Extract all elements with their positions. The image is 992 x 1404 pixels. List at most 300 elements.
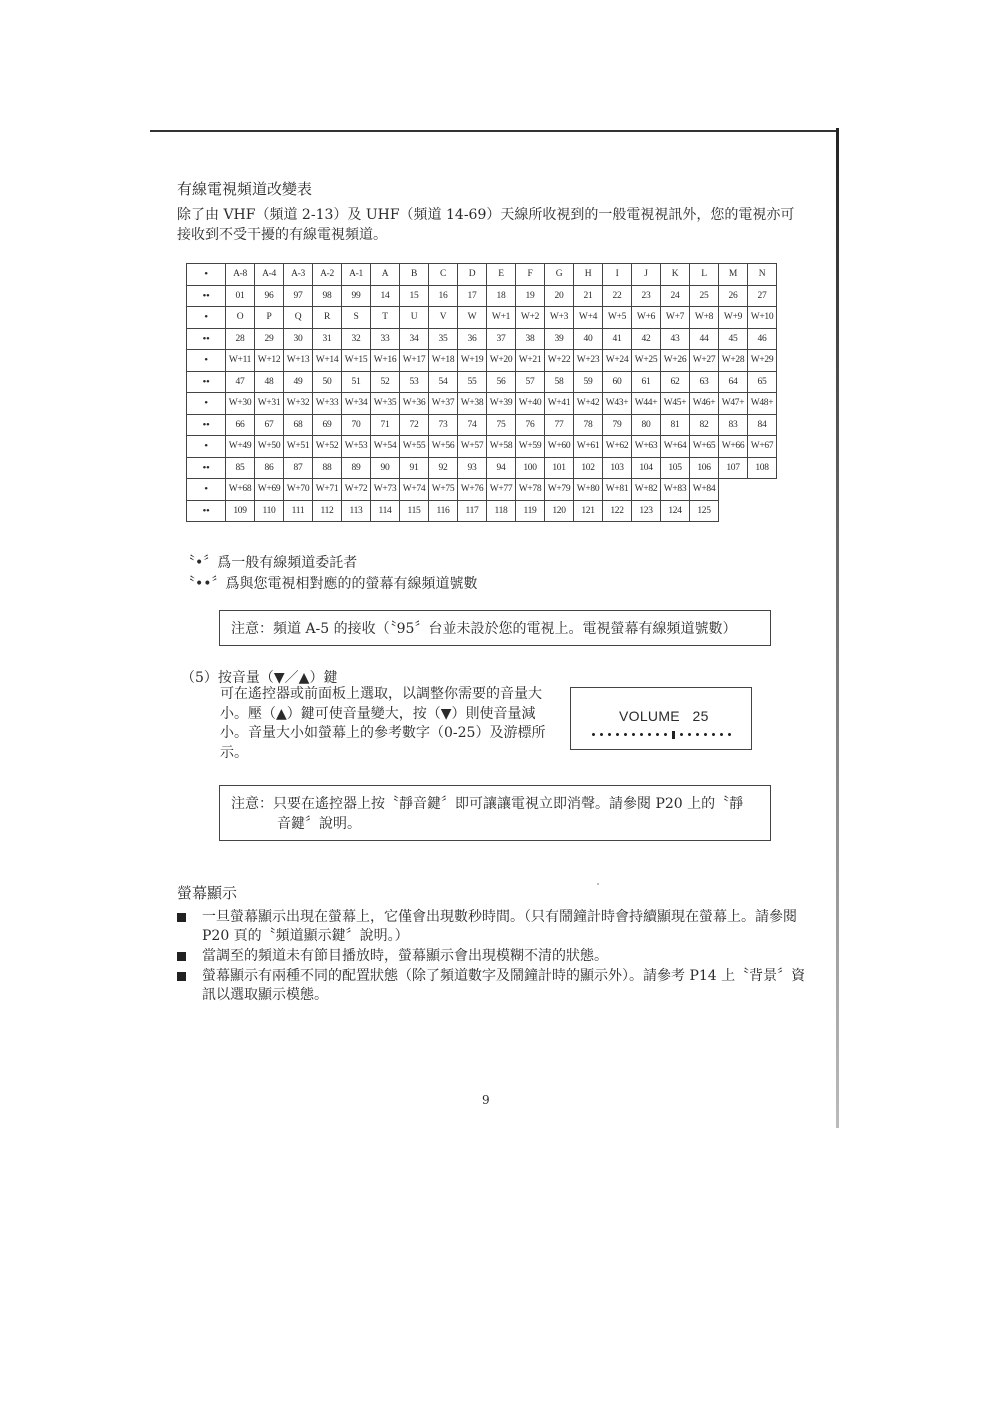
channel-cell: W+37 — [429, 393, 458, 415]
channel-cell: 106 — [690, 457, 719, 479]
channel-cell: W+7 — [661, 307, 690, 329]
channel-cell: W+49 — [226, 436, 255, 458]
channel-table-row — [187, 350, 777, 372]
row-marker: • — [187, 350, 226, 372]
channel-cell: W+82 — [632, 479, 661, 501]
channel-cell: 38 — [516, 328, 545, 350]
channel-cell: W+29 — [748, 350, 777, 372]
channel-cell: 117 — [458, 500, 487, 522]
square-bullet-icon — [177, 952, 186, 961]
volume-dot — [664, 733, 667, 736]
channel-cell: 66 — [226, 414, 255, 436]
volume-dot — [720, 733, 723, 736]
channel-cell: W+84 — [690, 479, 719, 501]
channel-cell: 78 — [574, 414, 603, 436]
osd-bullet-list — [177, 908, 807, 1006]
channel-cell: A-2 — [313, 264, 342, 286]
channel-cell: W+77 — [487, 479, 516, 501]
channel-cell: W+4 — [574, 307, 603, 329]
scan-speck — [597, 883, 599, 885]
volume-heading: （5）按音量（▼／▲）鍵 — [181, 670, 338, 686]
channel-cell: 84 — [748, 414, 777, 436]
volume-dot — [704, 733, 707, 736]
channel-cell: W+11 — [226, 350, 255, 372]
channel-cell: 80 — [632, 414, 661, 436]
channel-cell: 108 — [748, 457, 777, 479]
channel-table-row — [187, 393, 777, 415]
volume-dot — [688, 733, 691, 736]
channel-cell: 122 — [603, 500, 632, 522]
channel-cell: P — [255, 307, 284, 329]
channel-cell: 48 — [255, 371, 284, 393]
channel-cell: W+62 — [603, 436, 632, 458]
bullet-text: 螢幕顯示有兩種不同的配置狀態（除了頻道數字及鬧鐘計時的顯示外）。請參考 P14 上〝背景〞資訊以選取顯示模態。 — [202, 968, 806, 1003]
channel-cell: W+24 — [603, 350, 632, 372]
channel-cell: U — [400, 307, 429, 329]
channel-cell: 49 — [284, 371, 313, 393]
channel-cell: W+67 — [748, 436, 777, 458]
channel-cell: W44+ — [632, 393, 661, 415]
row-marker: •• — [187, 500, 226, 522]
channel-table-row — [187, 285, 777, 307]
channel-cell: 44 — [690, 328, 719, 350]
channel-cell: 69 — [313, 414, 342, 436]
channel-cell: 123 — [632, 500, 661, 522]
volume-dot — [656, 733, 659, 736]
row-marker: •• — [187, 328, 226, 350]
empty-cell — [719, 500, 748, 522]
channel-cell: W+26 — [661, 350, 690, 372]
channel-cell: W+21 — [516, 350, 545, 372]
channel-cell: 37 — [487, 328, 516, 350]
channel-cell: 100 — [516, 457, 545, 479]
channel-cell: W+81 — [603, 479, 632, 501]
channel-cell: 23 — [632, 285, 661, 307]
channel-table-row — [187, 500, 777, 522]
channel-cell: 17 — [458, 285, 487, 307]
channel-cell: 73 — [429, 414, 458, 436]
channel-cell: W+34 — [342, 393, 371, 415]
channel-cell: 43 — [661, 328, 690, 350]
channel-cell: 96 — [255, 285, 284, 307]
note-mute-line1: 注意：只要在遙控器上按〝靜音鍵〞即可讓讓電視立即消聲。請參閱 P20 上的〝靜 — [231, 796, 744, 812]
channel-cell: W+41 — [545, 393, 574, 415]
channel-cell: 67 — [255, 414, 284, 436]
channel-cell: 119 — [516, 500, 545, 522]
channel-table-row — [187, 264, 777, 286]
channel-cell: W+60 — [545, 436, 574, 458]
channel-cell: 121 — [574, 500, 603, 522]
channel-cell: 98 — [313, 285, 342, 307]
channel-table-body — [187, 264, 777, 522]
channel-cell: W+30 — [226, 393, 255, 415]
channel-cell: 87 — [284, 457, 313, 479]
channel-cell: 118 — [487, 500, 516, 522]
channel-cell: W+16 — [371, 350, 400, 372]
channel-cell: W47+ — [719, 393, 748, 415]
row-marker: •• — [187, 371, 226, 393]
channel-cell: 59 — [574, 371, 603, 393]
bullet-text: 一旦螢幕顯示出現在螢幕上，它僅會出現數秒時間。（只有鬧鐘計時會持續顯現在螢幕上。請參閱 P20 頁的〝頻道顯示鍵〞說明。） — [202, 909, 797, 944]
channel-cell: 22 — [603, 285, 632, 307]
channel-cell: A-4 — [255, 264, 284, 286]
channel-cell: 88 — [313, 457, 342, 479]
channel-table-row — [187, 328, 777, 350]
channel-cell: 18 — [487, 285, 516, 307]
channel-cell: 41 — [603, 328, 632, 350]
channel-cell: 34 — [400, 328, 429, 350]
channel-cell: W+72 — [342, 479, 371, 501]
channel-cell: W+25 — [632, 350, 661, 372]
channel-cell: 89 — [342, 457, 371, 479]
channel-cell: 74 — [458, 414, 487, 436]
section-title: 有線電視頻道改變表 — [177, 180, 313, 198]
channel-cell: 15 — [400, 285, 429, 307]
channel-cell: W+28 — [719, 350, 748, 372]
channel-cell: W+42 — [574, 393, 603, 415]
volume-dot — [728, 733, 731, 736]
volume-dot — [592, 733, 595, 736]
channel-cell: 76 — [516, 414, 545, 436]
channel-cell: W+17 — [400, 350, 429, 372]
channel-cell: 90 — [371, 457, 400, 479]
channel-cell: 32 — [342, 328, 371, 350]
channel-cell: 120 — [545, 500, 574, 522]
channel-cell: W+50 — [255, 436, 284, 458]
volume-dot — [624, 733, 627, 736]
channel-cell: W+1 — [487, 307, 516, 329]
channel-cell: A-3 — [284, 264, 313, 286]
volume-dot — [600, 733, 603, 736]
channel-cell: W43+ — [603, 393, 632, 415]
channel-cell: C — [429, 264, 458, 286]
channel-cell: W+9 — [719, 307, 748, 329]
channel-cell: W+3 — [545, 307, 574, 329]
channel-cell: W+58 — [487, 436, 516, 458]
channel-cell: 85 — [226, 457, 255, 479]
volume-dot — [608, 733, 611, 736]
channel-cell: 97 — [284, 285, 313, 307]
channel-table-row — [187, 457, 777, 479]
channel-cell: 86 — [255, 457, 284, 479]
note-mute-line2: 音鍵〞說明。 — [277, 816, 361, 832]
channel-cell: W45+ — [661, 393, 690, 415]
row-marker: • — [187, 479, 226, 501]
channel-cell: 125 — [690, 500, 719, 522]
row-marker: • — [187, 393, 226, 415]
channel-cell: 01 — [226, 285, 255, 307]
channel-cell: 39 — [545, 328, 574, 350]
channel-cell: 35 — [429, 328, 458, 350]
channel-cell: W+59 — [516, 436, 545, 458]
channel-cell: V — [429, 307, 458, 329]
channel-cell: W+71 — [313, 479, 342, 501]
bullet-item — [177, 908, 807, 946]
channel-cell: 16 — [429, 285, 458, 307]
channel-cell: W+69 — [255, 479, 284, 501]
channel-cell: 55 — [458, 371, 487, 393]
empty-cell — [719, 479, 748, 501]
volume-label: VOLUME — [619, 708, 680, 724]
row-marker: • — [187, 264, 226, 286]
channel-cell: 36 — [458, 328, 487, 350]
channel-cell: F — [516, 264, 545, 286]
channel-cell: 94 — [487, 457, 516, 479]
channel-cell: W+14 — [313, 350, 342, 372]
channel-cell: 27 — [748, 285, 777, 307]
channel-table-row — [187, 371, 777, 393]
channel-cell: 26 — [719, 285, 748, 307]
channel-cell: A-1 — [342, 264, 371, 286]
channel-cell: W+76 — [458, 479, 487, 501]
channel-cell: 20 — [545, 285, 574, 307]
volume-dot — [616, 733, 619, 736]
channel-cell: 25 — [690, 285, 719, 307]
channel-cell: 71 — [371, 414, 400, 436]
channel-cell: 51 — [342, 371, 371, 393]
channel-cell: W+32 — [284, 393, 313, 415]
channel-cell: B — [400, 264, 429, 286]
legend-single-dot: 〝•〞爲一般有線頻道委託者 — [181, 555, 358, 571]
channel-cell: 81 — [661, 414, 690, 436]
channel-cell: K — [661, 264, 690, 286]
channel-cell: J — [632, 264, 661, 286]
channel-cell: 116 — [429, 500, 458, 522]
channel-cell: W+63 — [632, 436, 661, 458]
volume-osd — [570, 687, 752, 750]
channel-cell: W+15 — [342, 350, 371, 372]
channel-cell: 54 — [429, 371, 458, 393]
channel-cell: 52 — [371, 371, 400, 393]
channel-cell: W+73 — [371, 479, 400, 501]
channel-cell: 101 — [545, 457, 574, 479]
channel-cell: 103 — [603, 457, 632, 479]
volume-value: 25 — [692, 708, 709, 724]
channel-cell: W+54 — [371, 436, 400, 458]
channel-cell: 64 — [719, 371, 748, 393]
channel-cell: 104 — [632, 457, 661, 479]
channel-cell: 99 — [342, 285, 371, 307]
channel-cell: 111 — [284, 500, 313, 522]
channel-cell: W+33 — [313, 393, 342, 415]
channel-cell: L — [690, 264, 719, 286]
top-rule — [150, 130, 838, 132]
channel-cell: W+57 — [458, 436, 487, 458]
channel-cell: 60 — [603, 371, 632, 393]
channel-cell: 46 — [748, 328, 777, 350]
channel-cell: W+55 — [400, 436, 429, 458]
channel-cell: 107 — [719, 457, 748, 479]
channel-cell: W+27 — [690, 350, 719, 372]
channel-cell: W+56 — [429, 436, 458, 458]
channel-cell: W+68 — [226, 479, 255, 501]
channel-cell: W+13 — [284, 350, 313, 372]
channel-cell: 110 — [255, 500, 284, 522]
bullet-item — [177, 967, 807, 1005]
channel-cell: 42 — [632, 328, 661, 350]
channel-cell: W+5 — [603, 307, 632, 329]
channel-cell: 47 — [226, 371, 255, 393]
volume-osd-text — [619, 708, 709, 724]
empty-cell — [748, 500, 777, 522]
channel-cell: 105 — [661, 457, 690, 479]
channel-cell: W+18 — [429, 350, 458, 372]
channel-cell: 115 — [400, 500, 429, 522]
row-marker: •• — [187, 457, 226, 479]
channel-cell: 40 — [574, 328, 603, 350]
channel-cell: 82 — [690, 414, 719, 436]
channel-cell: 53 — [400, 371, 429, 393]
channel-cell: G — [545, 264, 574, 286]
channel-cell: 70 — [342, 414, 371, 436]
channel-cell: W+66 — [719, 436, 748, 458]
channel-cell: 91 — [400, 457, 429, 479]
intro-paragraph: 除了由 VHF（頻道 2-13）及 UHF（頻道 14-69）天線所收視到的一般電視視訊外，您的電視亦可接收到不受干擾的有線電視頻道。 — [177, 207, 795, 243]
channel-cell: W+75 — [429, 479, 458, 501]
channel-cell: W+40 — [516, 393, 545, 415]
channel-cell: 28 — [226, 328, 255, 350]
volume-description: 可在遙控器或前面板上選取，以調整你需要的音量大小。壓（▲）鍵可使音量變大，按（▼）則使音量減小。音量大小如螢幕上的參考數字（0-25）及游標所示。 — [220, 686, 546, 761]
note-mute — [219, 785, 771, 841]
channel-cell: 114 — [371, 500, 400, 522]
channel-cell: R — [313, 307, 342, 329]
channel-cell: 93 — [458, 457, 487, 479]
volume-dot — [680, 733, 683, 736]
volume-cursor — [672, 731, 675, 739]
channel-cell: W+20 — [487, 350, 516, 372]
channel-cell: D — [458, 264, 487, 286]
page-edge-shadow — [836, 128, 839, 1128]
channel-table-row — [187, 307, 777, 329]
channel-cell: 109 — [226, 500, 255, 522]
volume-dot — [696, 733, 699, 736]
channel-cell: W+70 — [284, 479, 313, 501]
channel-cell: W+22 — [545, 350, 574, 372]
channel-cell: W+31 — [255, 393, 284, 415]
channel-cell: 92 — [429, 457, 458, 479]
channel-cell: M — [719, 264, 748, 286]
channel-cell: W+36 — [400, 393, 429, 415]
channel-cell: W+35 — [371, 393, 400, 415]
channel-cell: Q — [284, 307, 313, 329]
channel-cell: 75 — [487, 414, 516, 436]
channel-cell: 29 — [255, 328, 284, 350]
channel-cell: 79 — [603, 414, 632, 436]
channel-cell: 21 — [574, 285, 603, 307]
channel-cell: W+53 — [342, 436, 371, 458]
channel-cell: A-8 — [226, 264, 255, 286]
channel-cell: S — [342, 307, 371, 329]
channel-cell: 24 — [661, 285, 690, 307]
channel-cell: W+65 — [690, 436, 719, 458]
channel-cell: W+80 — [574, 479, 603, 501]
channel-cell: W+38 — [458, 393, 487, 415]
channel-cell: 124 — [661, 500, 690, 522]
channel-cell: 113 — [342, 500, 371, 522]
channel-cell: W+2 — [516, 307, 545, 329]
channel-cell: W+8 — [690, 307, 719, 329]
channel-cell: W+74 — [400, 479, 429, 501]
channel-cell: 62 — [661, 371, 690, 393]
bullet-item — [177, 947, 807, 966]
osd-section-title: 螢幕顯示 — [177, 884, 238, 902]
channel-cell: W+64 — [661, 436, 690, 458]
volume-dot — [712, 733, 715, 736]
channel-cell: 77 — [545, 414, 574, 436]
channel-cell: 50 — [313, 371, 342, 393]
channel-cell: 57 — [516, 371, 545, 393]
channel-cell: 31 — [313, 328, 342, 350]
channel-cell: T — [371, 307, 400, 329]
channel-cell: 102 — [574, 457, 603, 479]
channel-cell: O — [226, 307, 255, 329]
channel-cell: 72 — [400, 414, 429, 436]
channel-table — [186, 263, 777, 522]
channel-cell: W+39 — [487, 393, 516, 415]
channel-cell: 58 — [545, 371, 574, 393]
page-number: 9 — [482, 1093, 490, 1107]
channel-cell: 83 — [719, 414, 748, 436]
channel-cell: 14 — [371, 285, 400, 307]
channel-cell: W+12 — [255, 350, 284, 372]
channel-cell: W+52 — [313, 436, 342, 458]
channel-cell: 61 — [632, 371, 661, 393]
channel-cell: 68 — [284, 414, 313, 436]
channel-cell: I — [603, 264, 632, 286]
channel-cell: W+19 — [458, 350, 487, 372]
channel-cell: W48+ — [748, 393, 777, 415]
channel-cell: W+83 — [661, 479, 690, 501]
legend-double-dot: 〝••〞爲與您電視相對應的的螢幕有線頻道號數 — [181, 576, 478, 592]
channel-cell: N — [748, 264, 777, 286]
channel-table-row — [187, 414, 777, 436]
channel-cell: 65 — [748, 371, 777, 393]
channel-cell: W+23 — [574, 350, 603, 372]
row-marker: • — [187, 436, 226, 458]
channel-cell: H — [574, 264, 603, 286]
channel-cell: W+6 — [632, 307, 661, 329]
row-marker: • — [187, 307, 226, 329]
note-a5: 注意：頻道 A-5 的接收（〝95〞台並未設於您的電視上。電視螢幕有線頻道號數） — [219, 610, 771, 646]
channel-cell: 63 — [690, 371, 719, 393]
square-bullet-icon — [177, 972, 186, 981]
row-marker: •• — [187, 285, 226, 307]
channel-cell: W+61 — [574, 436, 603, 458]
bullet-text: 當調至的頻道未有節目播放時，螢幕顯示會出現模糊不清的狀態。 — [202, 948, 608, 964]
channel-cell: W+78 — [516, 479, 545, 501]
row-marker: •• — [187, 414, 226, 436]
channel-table-row — [187, 479, 777, 501]
volume-dot — [648, 733, 651, 736]
volume-dot — [632, 733, 635, 736]
channel-cell: W — [458, 307, 487, 329]
channel-cell: 19 — [516, 285, 545, 307]
channel-cell: W+10 — [748, 307, 777, 329]
channel-cell: 33 — [371, 328, 400, 350]
channel-cell: W+79 — [545, 479, 574, 501]
channel-cell: W46+ — [690, 393, 719, 415]
channel-cell: W+51 — [284, 436, 313, 458]
channel-cell: 112 — [313, 500, 342, 522]
square-bullet-icon — [177, 913, 186, 922]
channel-cell: 45 — [719, 328, 748, 350]
channel-cell: 30 — [284, 328, 313, 350]
channel-cell: E — [487, 264, 516, 286]
channel-cell: A — [371, 264, 400, 286]
channel-table-row — [187, 436, 777, 458]
empty-cell — [748, 479, 777, 501]
channel-cell: 56 — [487, 371, 516, 393]
